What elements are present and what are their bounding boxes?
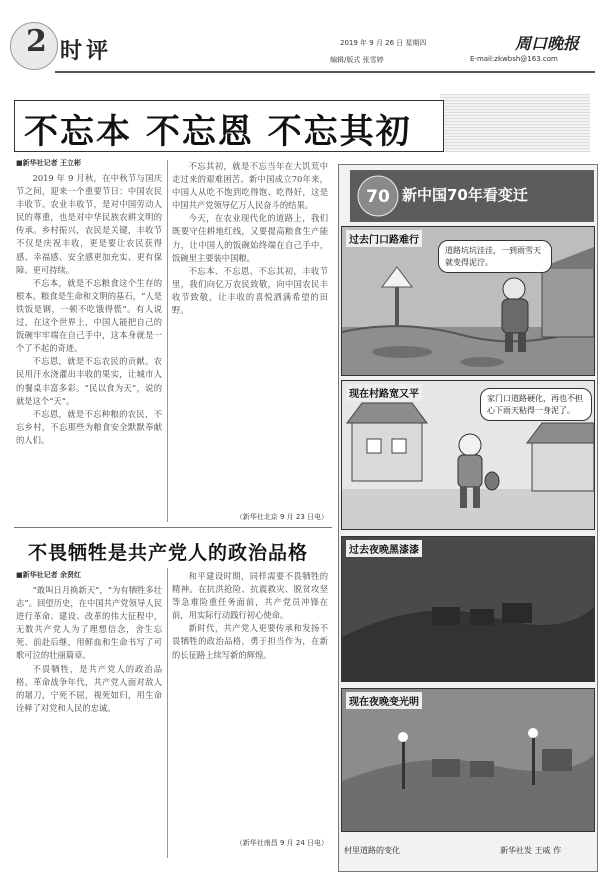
comic-credit: 新华社发 王威 作 <box>500 846 562 855</box>
article2-paragraph: 新时代，共产党人更要传承和发扬不畏牺牲的政治品格，勇于担当作为，在新的长征路上续写新的辉煌。 <box>172 623 328 660</box>
article1-paragraph: 2019 年 9 月秋，在中秋节与国庆节之间，迎来一个重要节日：中国农民丰收节。农业丰收节，是对中国劳动人民的尊重，也是对中华民族农耕文明的传承。乡村振兴，农民是关键，丰收节不仅是庆祝丰收，更是要让农民获得感、幸福感、安全感更加充实、更有保障、更可持续。 <box>16 173 162 275</box>
article2-column-right <box>172 570 328 832</box>
article1-paragraph: 今天，在农业现代化的道路上，我们既要守住耕地红线，又要提高粮食生产能力，让中国人的饭碗始终端在自己手中，饭碗里主要装中国粮。 <box>172 213 328 263</box>
article2-paragraph: “敢叫日月换新天”，“为有牺牲多壮志”。回望历史，在中国共产党领导人民进行革命、建设、改革的伟大征程中，无数共产党人为了理想信念，舍生忘死、前赴后继，用鲜血和生命书写了可歌可泣的壮丽篇章。 <box>16 585 162 661</box>
article1-paragraph: 不忘恩，就是不忘农民的贡献。农民用汗水浇灌出丰收的果实，让城市人的餐桌丰富多彩。“民以食为天”，说的就是这个“天”。 <box>16 356 162 406</box>
section-title: 时评 <box>60 39 113 64</box>
contact-email: E-mail:zkwbsh@163.com <box>470 55 558 63</box>
article1-source: （新华社北京 9 月 23 日电） <box>235 513 328 521</box>
column-divider <box>167 568 168 858</box>
headline-decoration <box>440 94 590 152</box>
article2-source: （新华社南昌 9 月 24 日电） <box>235 839 328 847</box>
panel4-caption: 现在夜晚变光明 <box>346 692 422 709</box>
article1-paragraph: 不忘恩，就是不忘种粮的农民，不忘乡村，不忘那些为粮食安全默默奉献的人们。 <box>16 408 162 445</box>
article1-column-left <box>16 172 162 482</box>
header-rule <box>55 71 595 73</box>
panel3-caption: 过去夜晚黑漆漆 <box>346 540 422 557</box>
column-divider <box>167 160 168 522</box>
comic-footer-title: 村里道路的变化 <box>344 846 400 855</box>
editor-line: 编辑/版式 张雪婷 <box>330 56 384 64</box>
panel1-speech-bubble: 道路坑坑洼洼，一到雨雪天就变得泥泞。 <box>438 240 552 273</box>
anniversary-70-icon <box>356 173 400 219</box>
issue-date: 2019 年 9 月 26 日 星期四 <box>340 39 427 47</box>
article2-paragraph: 和平建设时期，同样需要不畏牺牲的精神。在抗洪抢险、抗震救灾、脱贫攻坚等急难险重任务面前，共产党员冲锋在前，用实际行动践行初心使命。 <box>172 571 328 621</box>
comic-title: 新中国70年看变迁 <box>402 186 528 204</box>
panel1-caption: 过去门口路难行 <box>346 230 422 247</box>
article1-paragraph: 不忘其初，就是不忘当年在大饥荒中走过来的艰难困苦。新中国成立70年来，中国人从吃不饱到吃得饱、吃得好，这是中国共产党领导亿万人民奋斗的结果。 <box>172 161 328 211</box>
comic-panel-4 <box>341 688 595 832</box>
article1-paragraph: 不忘本，就是不忘粮食这个生存的根本。粮食是生命和文明的基石，“人是铁饭是钢，一顿不吃饿得慌”。有人说过，在这个世界上，中国人能把自己的饭碗牢牢端在自己手中，这本身就是一个了不起的奇迹。 <box>16 277 162 354</box>
page-number: 2 <box>26 24 47 59</box>
article2-column-left <box>16 584 162 864</box>
panel2-speech-bubble: 家门口道路硬化，再也不担心下雨天粘得一身泥了。 <box>480 388 592 421</box>
house-icon <box>347 403 427 481</box>
article-divider <box>14 527 332 528</box>
article2-byline: ■新华社记者 余贤红 <box>16 571 82 579</box>
article1-headline: 不忘本 不忘恩 不忘其初 <box>24 112 412 152</box>
newspaper-logo: 周口晚报 <box>515 34 580 53</box>
article1-byline: ■新华社记者 王立彬 <box>16 159 82 167</box>
article1-column-right <box>172 160 328 510</box>
panel2-caption: 现在村路宽又平 <box>346 384 422 401</box>
article2-headline: 不畏牺牲是共产党人的政治品格 <box>28 542 309 564</box>
house-icon <box>527 423 594 491</box>
comic-panel-3 <box>341 536 595 682</box>
article2-paragraph: 不畏牺牲，是共产党人的政治品格。革命战争年代，共产党人面对敌人的屠刀，宁死不屈，视死如归，用生命诠释了对党和人民的忠诚。 <box>16 663 162 713</box>
svg-text:70: 70 <box>366 187 390 207</box>
article1-paragraph: 不忘本、不忘恩、不忘其初，丰收节里，我们向亿万农民致敬，向中国农民丰收节致敬，让丰收的喜悦洒满希望的田野。 <box>172 265 328 316</box>
